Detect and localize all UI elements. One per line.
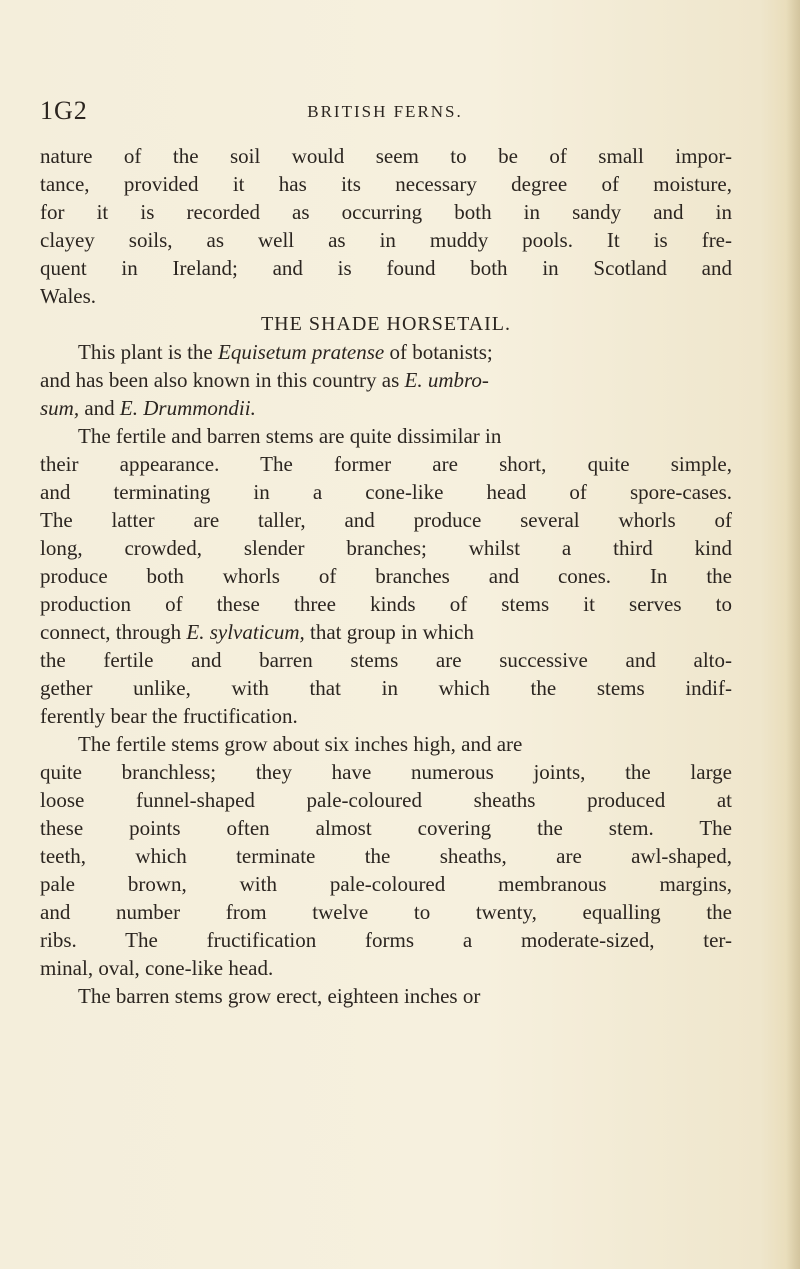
species-name: E. sylvaticum, xyxy=(186,620,305,644)
text-line: for it is recorded as occurring both in sandy and in xyxy=(40,200,732,224)
page-header xyxy=(40,96,730,132)
page-body xyxy=(40,142,732,1010)
text-line xyxy=(40,338,732,366)
text-line: minal, oval, cone-like head. xyxy=(40,956,274,980)
text-line: The fertile and barren stems are quite dissimilar in xyxy=(78,424,502,448)
text-line: clayey soils, as well as in muddy pools. It is fre- xyxy=(40,228,732,252)
text-line: ferently bear the fructification. xyxy=(40,704,298,728)
text-line: these points often almost covering the stem. The xyxy=(40,816,732,840)
species-name: sum, xyxy=(40,396,80,420)
text-line: produce both whorls of branches and cones. In the xyxy=(40,564,732,588)
text-line: and number from twelve to twenty, equalling the xyxy=(40,900,732,924)
species-name: E. umbro- xyxy=(404,368,489,392)
text-line: loose funnel-shaped pale-coloured sheaths produced at xyxy=(40,788,732,812)
text-line: teeth, which terminate the sheaths, are awl-shaped, xyxy=(40,844,732,868)
page-number: 1G2 xyxy=(40,96,88,125)
text-line: ribs. The fructification forms a moderate-sized, ter- xyxy=(40,928,732,952)
text-line: gether unlike, with that in which the stems indif- xyxy=(40,676,732,700)
text-line xyxy=(40,394,732,422)
text-run: This plant is the xyxy=(78,340,218,364)
text-line: nature of the soil would seem to be of small impor- xyxy=(40,144,732,168)
text-line: long, crowded, slender branches; whilst a third kind xyxy=(40,536,732,560)
text-line: production of these three kinds of stems it serves to xyxy=(40,592,732,616)
page-edge-shadow xyxy=(786,0,800,1269)
text-run: and xyxy=(79,396,120,420)
text-run: of botanists; xyxy=(384,340,493,364)
text-run: and has been also known in this country as xyxy=(40,368,405,392)
text-line: The fertile stems grow about six inches high, and are xyxy=(78,732,523,756)
text-line: pale brown, with pale-coloured membranous margins, xyxy=(40,872,732,896)
species-name: E. Drummondii. xyxy=(119,396,256,420)
section-heading: THE SHADE HORSETAIL. xyxy=(260,313,512,335)
text-line xyxy=(40,366,732,394)
text-line: The barren stems grow erect, eighteen inches or xyxy=(78,984,481,1008)
text-line xyxy=(40,618,732,646)
text-line: quite branchless; they have numerous joints, the large xyxy=(40,760,732,784)
species-name: Equisetum pratense xyxy=(218,340,385,364)
running-head: BRITISH FERNS. xyxy=(307,102,463,121)
text-line: Wales. xyxy=(40,284,97,308)
text-run: connect, through xyxy=(40,620,187,644)
text-line: their appearance. The former are short, quite simple, xyxy=(40,452,732,476)
text-line: The latter are taller, and produce several whorls of xyxy=(40,508,732,532)
text-line: the fertile and barren stems are successive and alto- xyxy=(40,648,732,672)
text-line: and terminating in a cone-like head of spore-cases. xyxy=(40,480,732,504)
text-run: that group in which xyxy=(304,620,474,644)
text-line: quent in Ireland; and is found both in Scotland and xyxy=(40,256,732,280)
text-line: tance, provided it has its necessary degree of moisture, xyxy=(40,172,732,196)
